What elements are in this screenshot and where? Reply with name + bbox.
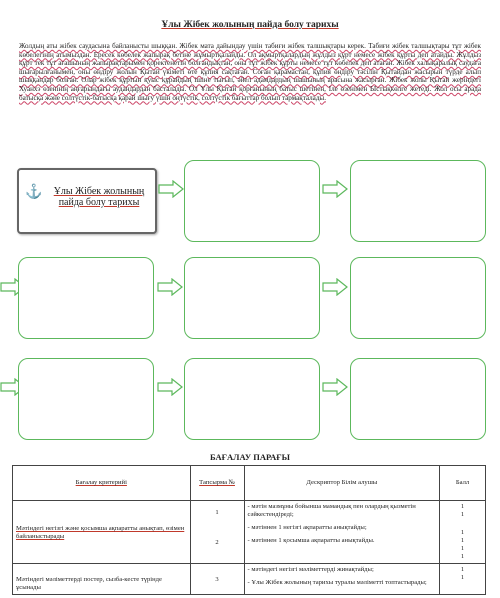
criteria-cell: Мәтіндегі мәліметтерді постер, сызба-кесте түрінде ұсынады — [13, 564, 191, 595]
table-row — [13, 564, 486, 595]
header-descriptor: Дескриптор Білім алушы — [244, 466, 440, 501]
document-paragraph: Жолдың аты жібек саудасына байланысты шыққан. Жібек мата дайындау үшін табиғи жібек талшықтары керек. Табиғи жібек талшықтары тұт жібек көбелегінің атымыздан. Ересек көбелек жапырақ бетіне жұмыртқалайды. Ол ақмыртқалардың жұлдыз құрт немесе жібек құрты деп атайды. Жұлдыз құрт тек тұт ағашының жапырақтарымен қоректенетін болғандықтан, оны тұт жібек құрты немесе тұт көбелек деп атаған. Жібек халықаралық саудаға шығарылғанымен, оны өндіру жолын Қытай үкіметі өте құпия сақтаған. Соған қарамастан, құпия өндіру тәсілін Қытайдан жасырын түрде алып шыққандар болған. Олар жібек құртын қуыс құрайдың ішіне тығып, әйел адамдардың шашының арасына жасырған. Жібек жолы Қытай жеріндегі Хуанхэ өзенінің аңғарындағы аудандардан басталады. Ол Ұлы Қытай қорғанының батыс шетінен, Іле өзенімен Ыстықкөлге жетеді. Жол осы арада батысқа және солтүстік-батысқа қарай шығу үшін оңтүстік, солтүстік бағыттар болып тармақталады. — [19, 42, 481, 102]
diagram-box-empty — [184, 358, 320, 440]
evaluation-heading: БАҒАЛАУ ПАРАҒЫ — [209, 452, 291, 462]
task-cell: 1 2 — [190, 501, 244, 564]
document-title: Ұлы Жібек жолының пайда болу тарихы — [161, 20, 339, 30]
table-header-row — [13, 466, 486, 501]
arrow-right-icon — [322, 180, 348, 198]
diagram-box-empty — [18, 358, 154, 440]
header-task: Тапсырма № — [190, 466, 244, 501]
diagram-box-empty — [350, 257, 486, 339]
score-cell: 1 1 — [440, 564, 486, 595]
arrow-right-icon — [322, 378, 348, 396]
header-criteria: Бағалау критерийі — [13, 466, 191, 501]
diagram-box-empty — [184, 160, 320, 242]
table-row — [13, 501, 486, 564]
arrow-right-icon — [157, 278, 183, 296]
diagram-box-empty — [350, 160, 486, 242]
anchor-icon: ⚓ — [25, 185, 43, 200]
arrow-right-icon — [322, 278, 348, 296]
arrow-right-icon — [157, 378, 183, 396]
header-score: Балл — [440, 466, 486, 501]
diagram-box-title-text: Ұлы Жібек жолының пайда болу тарихы — [53, 186, 145, 208]
diagram-box-empty — [18, 257, 154, 339]
score-cell: 1 1 1 1 1 1 — [440, 501, 486, 564]
diagram-box-empty — [350, 358, 486, 440]
diagram-box-empty — [184, 257, 320, 339]
criteria-cell: Мәтіндегі негізгі және қосымша ақпаратты анықтап, өзімен байланыстырады — [13, 501, 191, 564]
evaluation-table — [12, 465, 486, 595]
descriptor-cell: - мәтін мазмұны бойынша мамандық пен олардың қызметін сәйкестендіреді; - мәтіннен 1 негізгі ақпаратты анықтайды; - мәтіннен 1 қосымша ақпаратты анықтайды. — [244, 501, 440, 564]
diagram-box-title — [17, 168, 157, 234]
arrow-right-icon — [158, 180, 184, 198]
task-cell: 3 — [190, 564, 244, 595]
descriptor-cell: - мәтіндегі негізгі мәліметтерді жинақтайды; - Ұлы Жібек жолының тарихы туралы мәліметті топтастырады; — [244, 564, 440, 595]
